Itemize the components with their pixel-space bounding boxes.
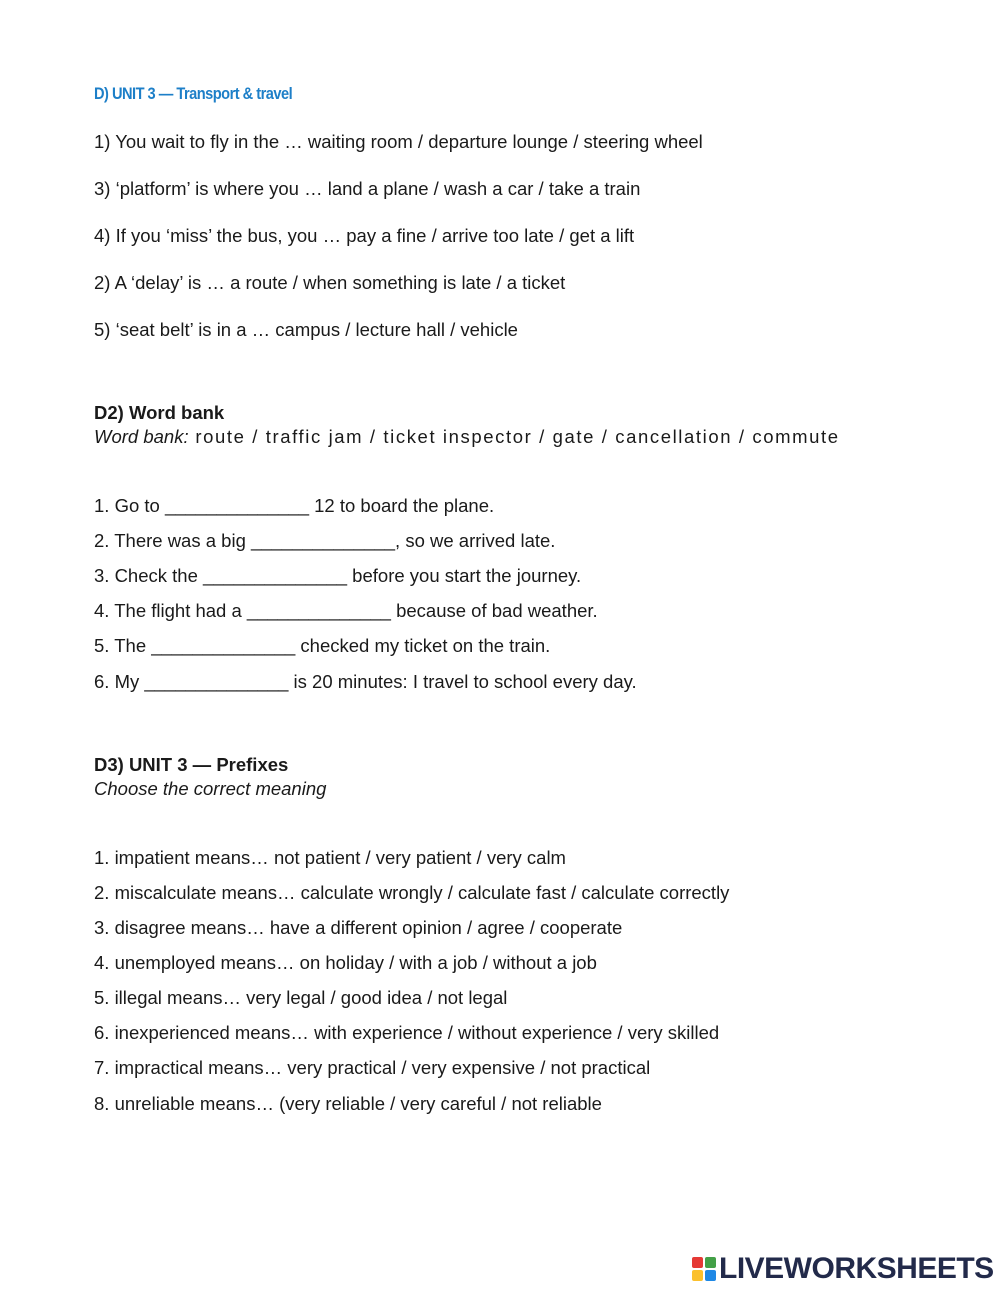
section3-item: 6. inexperienced means… with experience / without experience / very skilled	[94, 1022, 720, 1043]
wordbank-words: route / traffic jam / ticket inspector / gate / cancellation / commute	[188, 426, 840, 447]
logo-square	[692, 1257, 703, 1268]
wordbank-line	[94, 426, 840, 448]
logo-square	[705, 1270, 716, 1281]
section3-item: 8. unreliable means… (very reliable / very careful / not reliable	[94, 1093, 602, 1114]
section1-question: 2) A ‘delay’ is … a route / when something is late / a ticket	[94, 272, 566, 293]
section2-sentence: 2. There was a big ______________, so we arrived late.	[94, 530, 556, 551]
section2-sentence: 6. My ______________ is 20 minutes: I travel to school every day.	[94, 671, 637, 692]
section3-item: 2. miscalculate means… calculate wrongly / calculate fast / calculate correctly	[94, 882, 730, 903]
section1-question: 1) You wait to fly in the … waiting room / departure lounge / steering wheel	[94, 131, 703, 152]
liveworksheets-brand	[692, 1252, 994, 1286]
section2-sentence: 5. The ______________ checked my ticket on the train.	[94, 635, 551, 656]
section3-item: 1. impatient means… not patient / very patient / very calm	[94, 847, 566, 868]
logo-square	[705, 1257, 716, 1268]
section3-item: 4. unemployed means… on holiday / with a job / without a job	[94, 952, 597, 973]
section2-sentence: 3. Check the ______________ before you start the journey.	[94, 565, 582, 586]
section1-title: D) UNIT 3 — Transport & travel	[94, 84, 293, 103]
section2-title: D2) Word bank	[94, 402, 225, 423]
section3-title: D3) UNIT 3 — Prefixes	[94, 754, 289, 775]
section1-question: 3) ‘platform’ is where you … land a plane / wash a car / take a train	[94, 178, 641, 199]
section2-sentence: 1. Go to ______________ 12 to board the plane.	[94, 495, 495, 516]
section1-question: 5) ‘seat belt’ is in a … campus / lecture hall / vehicle	[94, 319, 518, 340]
section1-question: 4) If you ‘miss’ the bus, you … pay a fine / arrive too late / get a lift	[94, 225, 635, 246]
section3-subtitle: Choose the correct meaning	[94, 778, 327, 799]
wordbank-label: Word bank:	[94, 426, 189, 447]
section3-item: 3. disagree means… have a different opinion / agree / cooperate	[94, 917, 623, 938]
logo-square	[692, 1270, 703, 1281]
brand-name: LIVEWORKSHEETS	[719, 1252, 994, 1285]
section2-sentence: 4. The flight had a ______________ because of bad weather.	[94, 600, 598, 621]
liveworksheets-logo-icon	[692, 1257, 716, 1281]
section3-item: 5. illegal means… very legal / good idea / not legal	[94, 987, 508, 1008]
section3-item: 7. impractical means… very practical / very expensive / not practical	[94, 1057, 651, 1078]
